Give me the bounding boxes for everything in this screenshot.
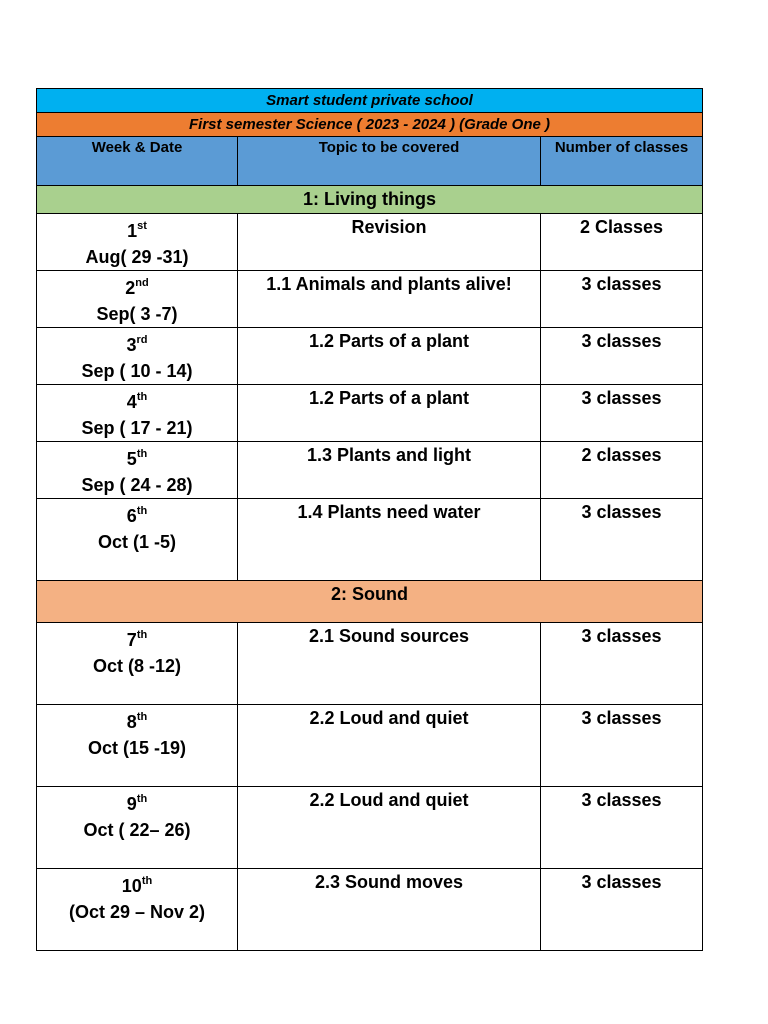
week-ordinal: th (136, 448, 148, 460)
week-ordinal: th (136, 629, 148, 641)
week-ordinal: th (136, 505, 148, 517)
week-ordinal: th (136, 711, 148, 723)
classes-cell: 3 classes (541, 787, 703, 869)
week-cell (37, 787, 238, 869)
unit-title: 1: Living things (37, 186, 703, 214)
topic-cell: 2.2 Loud and quiet (238, 787, 541, 869)
week-number: 9 (126, 794, 137, 814)
classes-cell: 3 classes (541, 623, 703, 705)
week-date: Sep ( 17 - 21) (81, 418, 193, 438)
classes-cell: 3 classes (541, 869, 703, 951)
unit-header-living-things (37, 186, 703, 214)
week-date: Oct (1 -5) (97, 532, 176, 552)
week-date: Sep ( 24 - 28) (81, 475, 193, 495)
topic-cell: 1.3 Plants and light (238, 442, 541, 499)
week-cell (37, 623, 238, 705)
week-cell (37, 442, 238, 499)
header-week: Week & Date (37, 137, 238, 186)
unit-title: 2: Sound (37, 581, 703, 623)
week-ordinal: th (141, 875, 153, 887)
table-row (37, 442, 703, 499)
topic-cell: 1.4 Plants need water (238, 499, 541, 581)
topic-cell: 1.1 Animals and plants alive! (238, 271, 541, 328)
table-row (37, 271, 703, 328)
school-name: Smart student private school (37, 89, 703, 113)
week-cell (37, 214, 238, 271)
classes-cell: 3 classes (541, 499, 703, 581)
week-number: 3 (126, 335, 137, 355)
week-number: 5 (126, 449, 137, 469)
table-row (37, 214, 703, 271)
week-ordinal: st (137, 220, 147, 232)
semester-row (37, 113, 703, 137)
classes-cell: 3 classes (541, 271, 703, 328)
header-row (37, 137, 703, 186)
topic-cell: 2.1 Sound sources (238, 623, 541, 705)
week-cell (37, 869, 238, 951)
schedule-table (36, 88, 703, 951)
week-date: Oct (15 -19) (87, 738, 187, 758)
table-row (37, 623, 703, 705)
classes-cell: 3 classes (541, 705, 703, 787)
week-number: 4 (126, 392, 137, 412)
classes-cell: 3 classes (541, 385, 703, 442)
week-date: Sep( 3 -7) (96, 304, 178, 324)
header-topic: Topic to be covered (238, 137, 541, 186)
week-date: Oct ( 22– 26) (83, 820, 191, 840)
week-ordinal: rd (136, 334, 148, 346)
week-number: 10 (121, 876, 142, 896)
week-cell (37, 705, 238, 787)
school-row (37, 89, 703, 113)
classes-cell: 3 classes (541, 328, 703, 385)
week-cell (37, 385, 238, 442)
week-cell (37, 328, 238, 385)
week-ordinal: nd (135, 277, 149, 289)
classes-cell: 2 Classes (541, 214, 703, 271)
week-date: Aug( 29 -31) (85, 247, 189, 267)
header-classes: Number of classes (541, 137, 703, 186)
table-row (37, 385, 703, 442)
week-number: 2 (125, 278, 136, 298)
week-number: 7 (126, 630, 137, 650)
week-cell (37, 271, 238, 328)
topic-cell: 2.2 Loud and quiet (238, 705, 541, 787)
topic-cell: Revision (238, 214, 541, 271)
week-date: (Oct 29 – Nov 2) (68, 902, 206, 922)
table-row (37, 705, 703, 787)
semester-title: First semester Science ( 2023 - 2024 ) (Grade One ) (37, 113, 703, 137)
week-date: Sep ( 10 - 14) (81, 361, 193, 381)
topic-cell: 2.3 Sound moves (238, 869, 541, 951)
week-cell (37, 499, 238, 581)
week-number: 6 (126, 506, 137, 526)
week-ordinal: th (136, 793, 148, 805)
table-row (37, 787, 703, 869)
table-row (37, 328, 703, 385)
unit-header-sound (37, 581, 703, 623)
week-number: 1 (127, 221, 138, 241)
table-row (37, 499, 703, 581)
week-ordinal: th (136, 391, 148, 403)
week-number: 8 (126, 712, 137, 732)
week-date: Oct (8 -12) (92, 656, 182, 676)
topic-cell: 1.2 Parts of a plant (238, 328, 541, 385)
table-row (37, 869, 703, 951)
classes-cell: 2 classes (541, 442, 703, 499)
topic-cell: 1.2 Parts of a plant (238, 385, 541, 442)
